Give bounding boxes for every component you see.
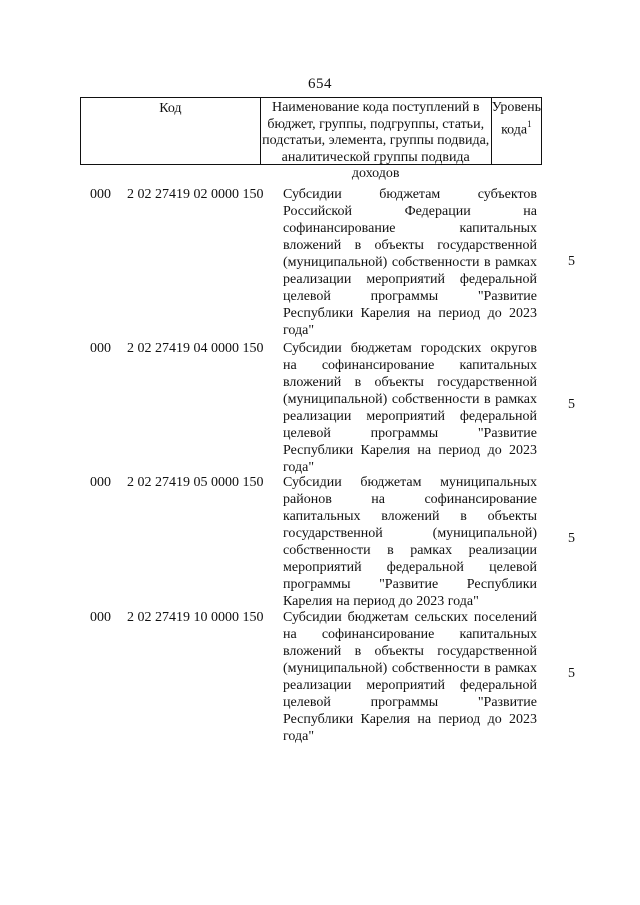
revenue-name: Субсидии бюджетам сельских поселений на софинансирование капитальных вложений в объекты государственной (муниципальной) собственности в рамках реализации мероприятий федеральной целевой программы "Развитие Республики Карелия на период до 2023 года" xyxy=(283,610,537,744)
revenue-code: 2 02 27419 04 0000 150 xyxy=(127,341,264,356)
revenue-level: 5 xyxy=(568,397,575,412)
revenue-level: 5 xyxy=(568,254,575,269)
revenue-level: 5 xyxy=(568,531,575,546)
page-number: 654 xyxy=(308,76,332,92)
revenue-name: Субсидии бюджетам городских округов на софинансирование капитальных вложений в объекты государственной (муниципальной) собственности в рамках реализации мероприятий федеральной целевой программы "Развитие Республики Карелия на период до 2023 года" xyxy=(283,341,537,475)
revenue-code: 2 02 27419 02 0000 150 xyxy=(127,187,264,202)
table-row xyxy=(0,609,640,744)
admin-code: 000 xyxy=(90,610,111,625)
table-header xyxy=(80,97,542,181)
header-code: Код xyxy=(81,98,261,164)
table-row xyxy=(0,474,640,609)
revenue-code: 2 02 27419 05 0000 150 xyxy=(127,475,264,490)
header-name: Наименование кода поступлений в бюджет, группы, подгруппы, статьи, подстатьи, элемента, группы подвида, аналитической группы подвида доходов xyxy=(261,98,492,164)
admin-code: 000 xyxy=(90,475,111,490)
header-level xyxy=(492,98,541,164)
admin-code: 000 xyxy=(90,341,111,356)
header-level-footnote: 1 xyxy=(527,118,532,129)
revenue-level: 5 xyxy=(568,666,575,681)
revenue-name: Субсидии бюджетам субъектов Российской Федерации на софинансирование капитальных вложений в объекты государственной (муниципальной) собственности в рамках реализации мероприятий федеральной целевой программы "Развитие Республики Карелия на период до 2023 года" xyxy=(283,187,537,338)
admin-code: 000 xyxy=(90,187,111,202)
header-level-label: Уровень кода xyxy=(491,100,541,138)
table-row xyxy=(0,340,640,475)
revenue-code: 2 02 27419 10 0000 150 xyxy=(127,610,264,625)
revenue-name: Субсидии бюджетам муниципальных районов на софинансирование капитальных вложений в объекты государственной (муниципальной) собственности в рамках реализации мероприятий федеральной целевой программы "Развитие Республики Карелия на период до 2023 года" xyxy=(283,475,537,609)
table-row xyxy=(0,186,640,336)
